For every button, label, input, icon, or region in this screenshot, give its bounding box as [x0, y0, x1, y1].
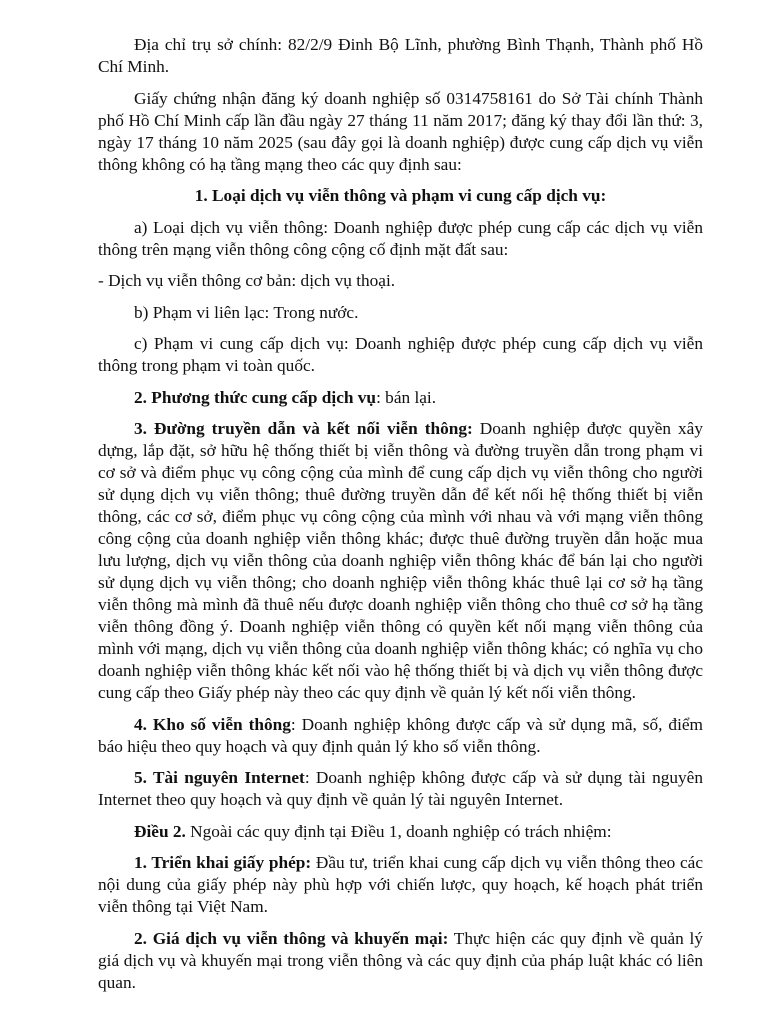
section-4-text: : Doanh nghiệp không được cấp và sử dụng mã, số, điểm báo hiệu theo quy hoạch và quy định quản lý kho số viễn thông.	[98, 714, 703, 756]
article-2-item-2-text: Thực hiện các quy định về quản lý giá dịch vụ và khuyến mại trong viễn thông và các quy định của pháp luật khác có liên quan.	[98, 928, 703, 992]
section-3-paragraph	[98, 418, 703, 704]
section-3-heading: 3. Đường truyền dẫn và kết nối viễn thông:	[134, 419, 473, 438]
section-3-text: Doanh nghiệp được quyền xây dựng, lắp đặt, sở hữu hệ thống thiết bị viễn thông và đường truyền dẫn trong phạm vi cơ sở và điểm phục vụ công cộng của mình để cung cấp dịch vụ viễn thông cho người sử dụng dịch vụ viễn thông; thuê đường truyền dẫn để kết nối hệ thống thiết bị viễn thông, các cơ sở, điểm phục vụ công cộng của mình với nhau và với mạng viễn thông công cộng của doanh nghiệp viễn thông khác; được thuê đường truyền dẫn hoặc mua lưu lượng, dịch vụ viễn thông của doanh nghiệp viễn thông khác để bán lại cho người sử dụng dịch vụ viễn thông; cho doanh nghiệp viễn thông khác thuê lại cơ sở hạ tầng viễn thông mà mình đã thuê nếu được doanh nghiệp viễn thông cho thuê cơ sở hạ tầng viễn thông đồng ý. Doanh nghiệp viễn thông có quyền kết nối mạng viễn thông của mình với mạng, dịch vụ viễn thông của doanh nghiệp viễn thông khác; có nghĩa vụ cho doanh nghiệp viễn thông khác kết nối vào hệ thống thiết bị và dịch vụ viễn thông được cung cấp theo Giấy phép này theo các quy định về quản lý kết nối viễn thông.	[98, 419, 703, 702]
address-paragraph	[98, 34, 703, 78]
article-2-text: Ngoài các quy định tại Điều 1, doanh nghiệp có trách nhiệm:	[185, 821, 612, 841]
address-text: Địa chỉ trụ sở chính: 82/2/9 Đinh Bộ Lĩnh, phường Bình Thạnh, Thành phố Hồ Chí Minh.	[98, 35, 703, 76]
article-2-paragraph	[98, 821, 703, 843]
registration-paragraph	[98, 88, 703, 176]
registration-text: Giấy chứng nhận đăng ký doanh nghiệp số 0314758161 do Sở Tài chính Thành phố Hồ Chí Minh cấp lần đầu ngày 27 tháng 11 năm 2017; đăng ký thay đổi lần thứ: 3, ngày 17 tháng 10 năm 2025 (sau đây gọi là doanh nghiệp) được cung cấp dịch vụ viễn thông không có hạ tầng mạng theo các quy định sau:	[98, 88, 703, 174]
section-2-text: : bán lại.	[376, 387, 437, 407]
article-2-item-1-text: Đầu tư, triển khai cung cấp dịch vụ viễn thông theo các nội dung của giấy phép này phù hợp với chiến lược, quy hoạch, kế hoạch phát triển viễn thông tại Việt Nam.	[98, 853, 703, 916]
article-2-item-2-heading: 2. Giá dịch vụ viễn thông và khuyến mại:	[134, 928, 449, 948]
section-1a-item-text: - Dịch vụ viễn thông cơ bản: dịch vụ thoại.	[98, 271, 396, 290]
section-4-heading: 4. Kho số viễn thông	[134, 714, 291, 734]
section-4-paragraph	[98, 714, 703, 758]
section-1a-paragraph	[98, 217, 703, 261]
section-1c-paragraph	[98, 333, 703, 377]
section-1-heading	[98, 185, 703, 207]
article-2-item-2-paragraph	[98, 928, 703, 994]
article-2-item-1-paragraph	[98, 852, 703, 918]
article-2-item-1-heading: 1. Triển khai giấy phép:	[134, 853, 312, 872]
section-2-heading: 2. Phương thức cung cấp dịch vụ	[134, 387, 377, 407]
section-1a-list-item	[98, 270, 703, 292]
section-1b-text: b) Phạm vi liên lạc: Trong nước.	[134, 302, 359, 322]
section-5-paragraph	[98, 767, 703, 811]
section-1b-paragraph	[98, 302, 703, 324]
article-2-heading: Điều 2.	[134, 821, 186, 841]
section-1c-text: c) Phạm vi cung cấp dịch vụ: Doanh nghiệp được phép cung cấp dịch vụ viễn thông trong phạm vi toàn quốc.	[98, 334, 703, 375]
section-2-paragraph	[98, 387, 703, 409]
section-1-heading-bold: 1. Loại dịch vụ viễn thông và phạm vi cung cấp dịch vụ:	[194, 186, 607, 205]
section-5-heading: 5. Tài nguyên Internet	[134, 768, 305, 787]
section-5-text: : Doanh nghiệp không được cấp và sử dụng tài nguyên Internet theo quy hoạch và quy định về quản lý tài nguyên Internet.	[98, 768, 703, 809]
section-1a-text: a) Loại dịch vụ viễn thông: Doanh nghiệp được phép cung cấp các dịch vụ viễn thông trên mạng viễn thông công cộng cố định mặt đất sau:	[98, 217, 703, 259]
